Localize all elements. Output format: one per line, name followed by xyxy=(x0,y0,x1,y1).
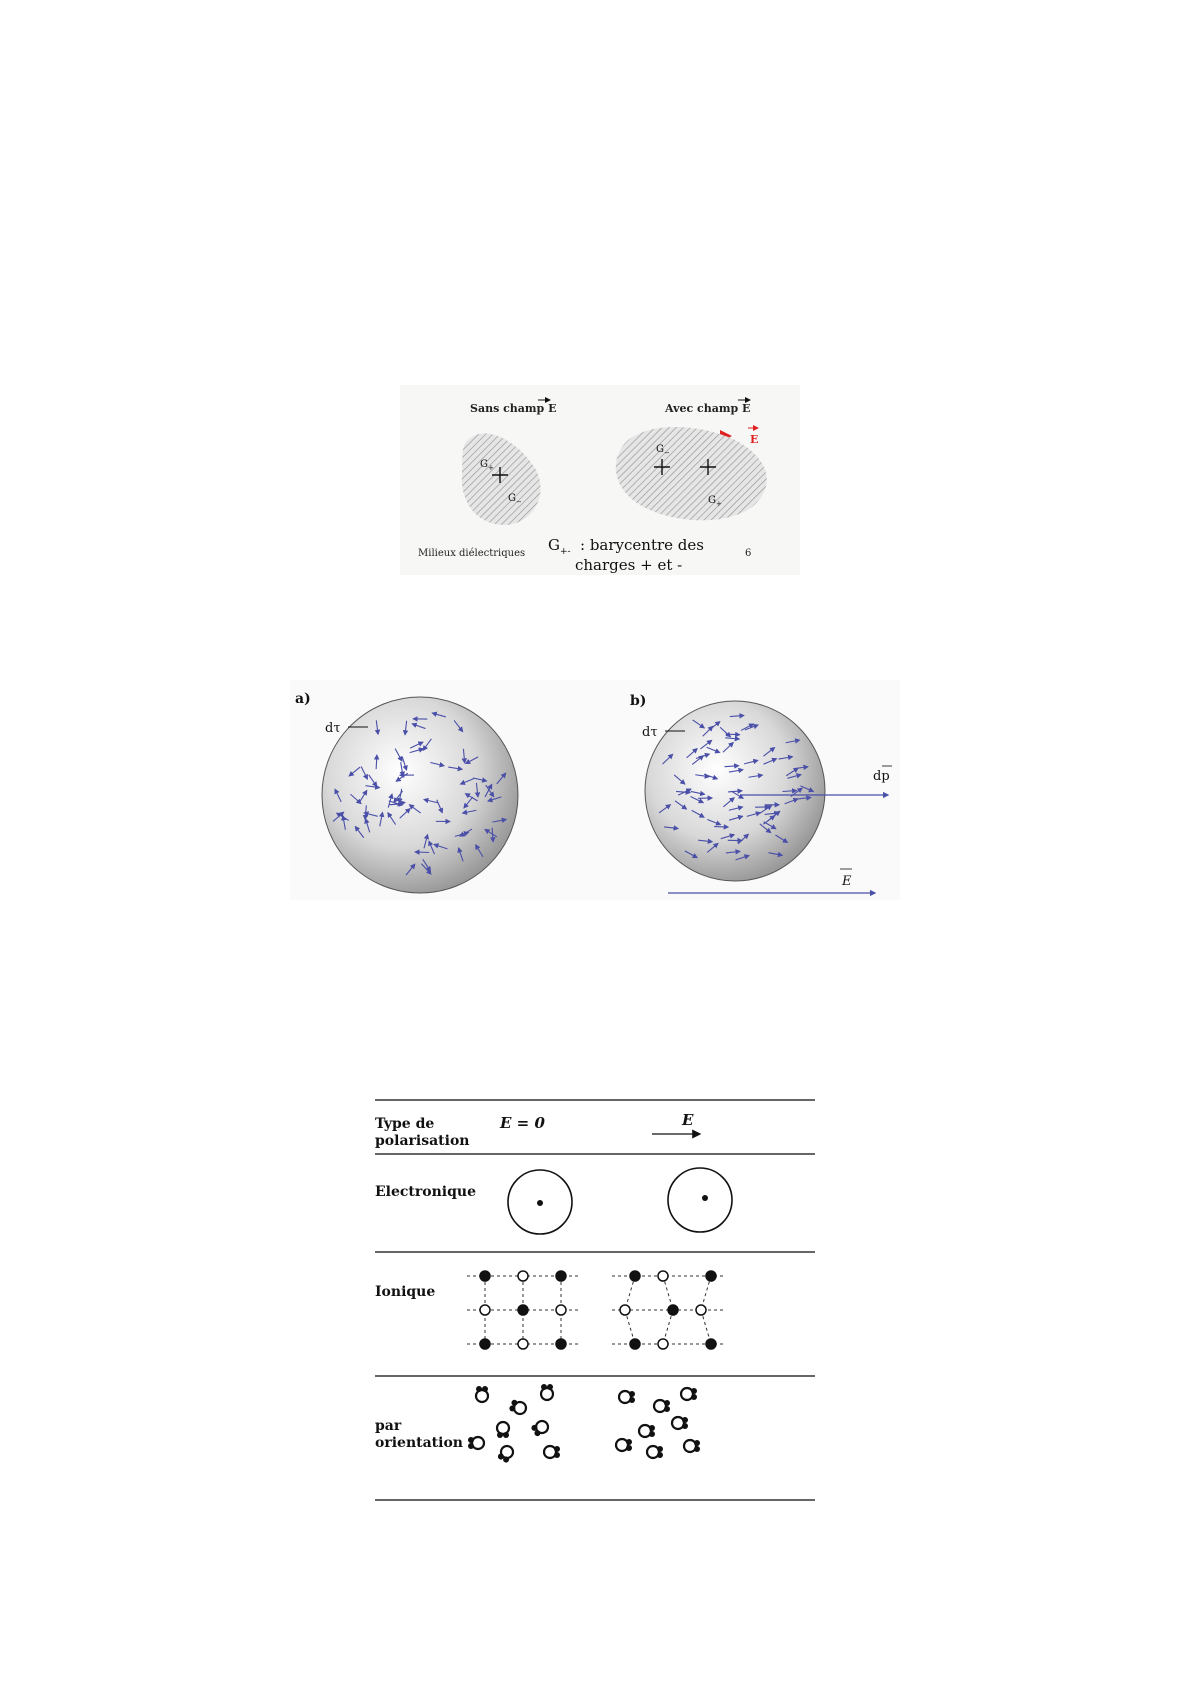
field-label: E xyxy=(750,433,759,446)
anion-dot xyxy=(620,1305,630,1315)
label-g-plus-left: $G_+$ xyxy=(480,459,494,472)
anion-dot xyxy=(518,1271,528,1281)
dtau-label-a: dτ xyxy=(325,721,341,736)
molecules-aligned xyxy=(616,1388,700,1458)
anion-dot xyxy=(480,1305,490,1315)
row-label-ionique: Ionique xyxy=(375,1284,436,1300)
anion-dot xyxy=(556,1305,566,1315)
dipole-molecule xyxy=(639,1425,655,1437)
dielectric-blob-left xyxy=(462,433,541,525)
molecule-atom xyxy=(541,1384,547,1390)
row-label-electronique: Electronique xyxy=(375,1184,476,1200)
cation-dot xyxy=(706,1339,716,1349)
molecule-atom xyxy=(664,1400,670,1406)
title-without-field: Sans champ E xyxy=(470,402,557,415)
caption-line-1: : barycentre des xyxy=(580,536,704,554)
molecule-body xyxy=(654,1400,666,1412)
molecule-atom xyxy=(468,1437,474,1443)
label-g-minus-left: $G_-$ xyxy=(508,493,522,506)
molecule-atom xyxy=(497,1432,503,1438)
molecule-atom xyxy=(554,1446,560,1452)
dipole-arrow xyxy=(376,755,377,769)
page-number: 6 xyxy=(745,548,752,559)
molecule-atom xyxy=(626,1439,632,1445)
nucleus-dot xyxy=(702,1195,708,1201)
molecule-atom xyxy=(476,1386,482,1392)
figure-dipole-spheres xyxy=(290,680,900,900)
molecule-atom xyxy=(694,1446,700,1452)
dipole-molecule xyxy=(497,1422,509,1438)
header-e-field: E xyxy=(682,1111,694,1129)
panel-b-label: b) xyxy=(630,693,647,709)
dipole-molecule xyxy=(509,1399,528,1416)
row-label-orientation: orientation xyxy=(375,1435,463,1451)
ionic-lattice-field xyxy=(612,1271,724,1349)
dp-label: dp xyxy=(873,769,890,784)
anion-dot xyxy=(518,1339,528,1349)
molecule-body xyxy=(616,1439,628,1451)
molecule-atom xyxy=(691,1394,697,1400)
anion-dot xyxy=(658,1339,668,1349)
header-e-zero: E = 0 xyxy=(500,1114,545,1132)
caption-symbol: $G_{+-}$ xyxy=(548,536,571,557)
title-with-field: Avec champ E xyxy=(665,402,751,415)
dipole-molecule xyxy=(544,1446,560,1458)
molecule-atom xyxy=(629,1391,635,1397)
cation-dot xyxy=(480,1339,490,1349)
molecule-atom xyxy=(554,1452,560,1458)
molecule-body xyxy=(681,1388,693,1400)
dipole-sphere-diagram xyxy=(290,680,900,900)
molecule-body xyxy=(497,1422,509,1434)
polarisation-table xyxy=(370,1090,820,1510)
molecule-atom xyxy=(657,1446,663,1452)
dipole-molecule xyxy=(681,1388,697,1400)
cation-dot xyxy=(630,1271,640,1281)
dtau-label-b: dτ xyxy=(642,725,658,740)
cation-dot xyxy=(556,1339,566,1349)
caption-dielectric: Milieux diélectriques xyxy=(418,548,526,559)
row-label-par: par xyxy=(375,1418,402,1434)
molecule-atom xyxy=(468,1443,474,1449)
dipole-molecule xyxy=(654,1400,670,1412)
dipole-arrow xyxy=(415,852,429,853)
dipole-molecule xyxy=(647,1446,663,1458)
caption-line-2: charges + et - xyxy=(575,556,683,574)
dipole-molecule xyxy=(476,1386,488,1402)
molecule-atom xyxy=(649,1425,655,1431)
panel-a-label: a) xyxy=(295,691,311,707)
cation-dot xyxy=(556,1271,566,1281)
dipole-molecule xyxy=(468,1437,484,1449)
molecule-body xyxy=(684,1440,696,1452)
molecule-atom xyxy=(657,1452,663,1458)
label-g-minus-right: $G_-$ xyxy=(656,444,670,457)
molecule-body xyxy=(544,1446,556,1458)
molecule-atom xyxy=(691,1388,697,1394)
molecule-body xyxy=(639,1425,651,1437)
header-type-line1: Type de xyxy=(375,1116,435,1132)
nucleus-dot xyxy=(537,1200,543,1206)
molecule-atom xyxy=(694,1440,700,1446)
molecule-body xyxy=(472,1437,484,1449)
cation-dot xyxy=(518,1305,528,1315)
atom-circle-field xyxy=(668,1168,732,1232)
cation-dot xyxy=(706,1271,716,1281)
molecule-atom xyxy=(503,1432,509,1438)
cation-dot xyxy=(480,1271,490,1281)
molecule-body xyxy=(619,1391,631,1403)
e-label: E xyxy=(842,874,852,889)
molecule-body xyxy=(476,1390,488,1402)
molecule-atom xyxy=(547,1384,553,1390)
molecule-atom xyxy=(626,1445,632,1451)
molecules-random xyxy=(468,1384,560,1464)
figure-barycentres xyxy=(400,385,800,575)
molecule-body xyxy=(541,1388,553,1400)
dipole-molecule xyxy=(684,1440,700,1452)
anion-dot xyxy=(696,1305,706,1315)
dipole-molecule xyxy=(616,1439,632,1451)
molecule-atom xyxy=(664,1406,670,1412)
molecule-body xyxy=(672,1417,684,1429)
barycentre-diagram xyxy=(400,385,800,575)
ionic-lattice-no-field xyxy=(467,1271,579,1349)
dipole-molecule xyxy=(497,1444,515,1464)
label-g-plus-right: $G_+$ xyxy=(708,495,722,508)
dipole-arrow xyxy=(726,734,740,735)
figure-polarisation-table xyxy=(370,1090,820,1510)
molecule-atom xyxy=(649,1431,655,1437)
dielectric-blob-right xyxy=(616,427,767,520)
molecule-body xyxy=(647,1446,659,1458)
molecule-atom xyxy=(682,1423,688,1429)
dipole-molecule xyxy=(672,1417,688,1429)
dipole-molecule xyxy=(541,1384,553,1400)
header-type-line2: polarisation xyxy=(375,1133,470,1149)
anion-dot xyxy=(658,1271,668,1281)
molecule-atom xyxy=(482,1386,488,1392)
cation-dot xyxy=(630,1339,640,1349)
molecule-atom xyxy=(629,1397,635,1403)
cation-dot xyxy=(668,1305,678,1315)
dipole-molecule xyxy=(530,1419,550,1437)
dipole-molecule xyxy=(619,1391,635,1403)
molecule-atom xyxy=(682,1417,688,1423)
